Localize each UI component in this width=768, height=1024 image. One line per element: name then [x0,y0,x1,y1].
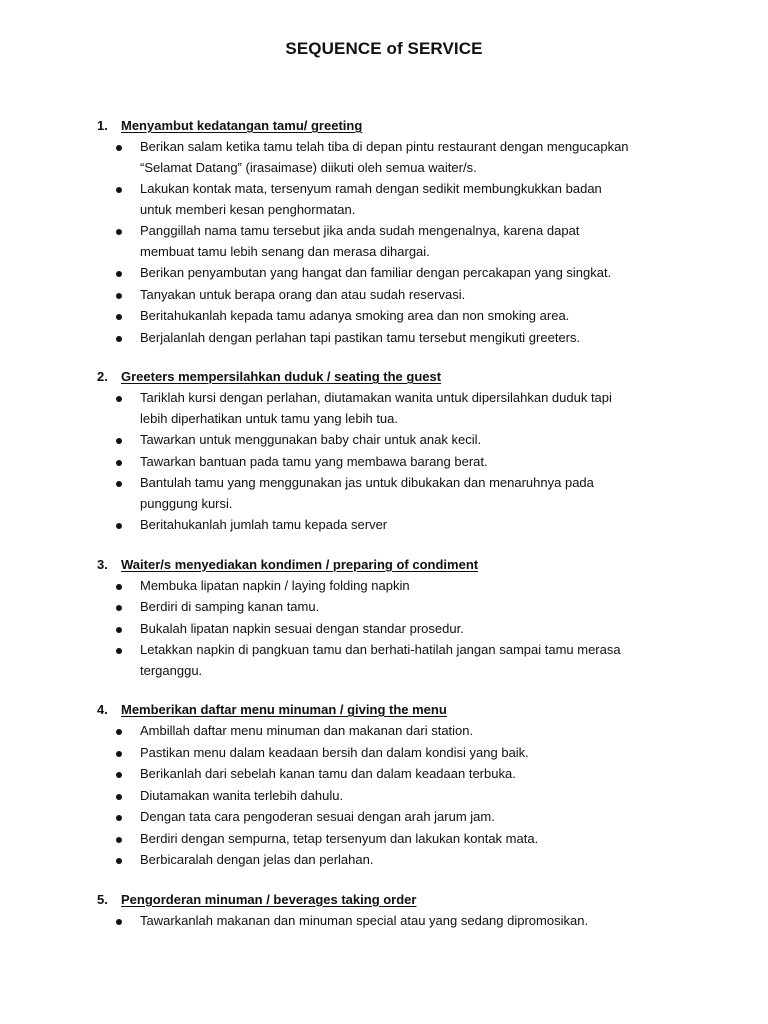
section-heading-text: Waiter/s menyediakan kondimen / preparing of condiment [121,556,479,572]
list-item [97,515,697,536]
list-item [97,640,697,681]
list-item-text: Beritahukanlah jumlah tamu kepada server [140,517,388,532]
bullet-dot-icon [116,772,122,778]
section-number: 5. [97,891,108,907]
list-item [97,786,697,807]
list-item-text: Bantulah tamu yang menggunakan jas untuk dibukakan dan menaruhnya pada punggung kursi. [140,475,594,511]
list-item-text: Tawarkan untuk menggunakan baby chair untuk anak kecil. [140,432,482,447]
list-item [97,430,697,451]
list-item-text: Diutamakan wanita terlebih dahulu. [140,787,344,803]
list-item [97,597,697,618]
section-4 [97,700,697,871]
section-heading-text: Pengorderan minuman / beverages taking order [121,891,417,907]
bullet-dot-icon [116,523,122,529]
bullet-dot-icon [116,314,122,320]
section-heading [97,700,697,720]
bullet-list [97,576,697,682]
list-item [97,829,697,850]
list-item-text: Bukalah lipatan napkin sesuai dengan standar prosedur. [140,620,464,636]
list-item-text: Panggillah nama tamu tersebut jika anda sudah mengenalnya, karena dapat membuat tamu lebih senang dan merasa dihargai. [140,223,580,259]
list-item-text: Berikan salam ketika tamu telah tiba di depan pintu restaurant dengan mengucapkan “Selamat Datang” (irasaimase) diikuti oleh semua waiter/s. [140,139,629,175]
section-1 [97,116,697,348]
list-item-text: Pastikan menu dalam keadaan bersih dan dalam kondisi yang baik. [140,744,529,760]
list-item [97,576,697,597]
section-number: 1. [97,118,108,133]
list-item-text: Lakukan kontak mata, tersenyum ramah dengan sedikit membungkukkan badan untuk memberi kesan penghormatan. [140,181,602,217]
section-2 [97,367,697,536]
list-item [97,473,697,514]
bullet-dot-icon [116,271,122,277]
list-item [97,328,697,349]
list-item-text: Berikanlah dari sebelah kanan tamu dan dalam keadaan terbuka. [140,766,516,781]
list-item [97,743,697,764]
bullet-dot-icon [116,229,122,235]
list-item-text: Tariklah kursi dengan perlahan, diutamakan wanita untuk dipersilahkan duduk tapi lebih diperhatikan untuk tamu yang lebih tua. [140,390,612,426]
bullet-dot-icon [116,627,122,633]
bullet-dot-icon [116,187,122,193]
list-item [97,263,697,284]
bullet-dot-icon [116,396,122,402]
bullet-list [97,911,697,932]
list-item [97,911,697,932]
list-item-text: Dengan tata cara pengoderan sesuai dengan arah jarum jam. [140,809,495,824]
section-heading-text: Memberikan daftar menu minuman / giving the menu [121,702,447,717]
bullet-dot-icon [116,751,122,757]
bullet-dot-icon [116,481,122,487]
bullet-dot-icon [116,858,122,864]
list-item-text: Letakkan napkin di pangkuan tamu dan berhati-hatilah jangan sampai tamu merasa terganggu. [140,642,621,678]
list-item [97,452,697,473]
list-item [97,807,697,828]
section-5 [97,890,697,932]
list-item [97,388,697,429]
bullet-dot-icon [116,336,122,342]
list-item-text: Berbicaralah dengan jelas dan perlahan. [140,852,374,867]
section-heading [97,367,697,387]
bullet-dot-icon [116,837,122,843]
bullet-dot-icon [116,815,122,821]
bullet-dot-icon [116,605,122,611]
bullet-dot-icon [116,648,122,654]
document-title: SEQUENCE of SERVICE [285,39,483,58]
list-item [97,764,697,785]
list-item-text: Tanyakan untuk berapa orang dan atau sudah reservasi. [140,286,466,302]
document-content [97,116,697,950]
list-item-text: Beritahukanlah kepada tamu adanya smoking area dan non smoking area. [140,308,570,323]
list-item-text: Tawarkan bantuan pada tamu yang membawa barang berat. [140,453,488,469]
list-item [97,306,697,327]
list-item-text: Berdiri dengan sempurna, tetap tersenyum dan lakukan kontak mata. [140,830,539,846]
list-item [97,850,697,871]
list-item-text: Berikan penyambutan yang hangat dan familiar dengan percakapan yang singkat. [140,265,612,280]
list-item [97,221,697,262]
section-number: 2. [97,369,108,384]
bullet-dot-icon [116,293,122,299]
bullet-dot-icon [116,460,122,466]
bullet-dot-icon [116,729,122,735]
bullet-dot-icon [116,438,122,444]
list-item [97,137,697,178]
section-number: 4. [97,702,108,717]
bullet-list [97,388,697,536]
list-item [97,721,697,742]
bullet-dot-icon [116,919,122,925]
section-heading-text: Greeters mempersilahkan duduk / seating the guest [121,369,442,384]
list-item-text: Tawarkanlah makanan dan minuman special atau yang sedang dipromosikan. [140,912,589,928]
section-heading-text: Menyambut kedatangan tamu/ greeting [121,118,363,133]
bullet-dot-icon [116,584,122,590]
list-item-text: Ambillah daftar menu minuman dan makanan dari station. [140,723,474,738]
section-number: 3. [97,556,108,572]
section-3 [97,555,697,682]
bullet-list [97,721,697,871]
bullet-dot-icon [116,145,122,151]
list-item [97,619,697,640]
section-heading [97,555,697,575]
bullet-list [97,137,697,348]
section-heading [97,890,697,910]
bullet-dot-icon [116,794,122,800]
list-item-text: Membuka lipatan napkin / laying folding napkin [140,577,410,593]
list-item [97,179,697,220]
list-item-text: Berjalanlah dengan perlahan tapi pastikan tamu tersebut mengikuti greeters. [140,329,581,345]
list-item [97,285,697,306]
list-item-text: Berdiri di samping kanan tamu. [140,599,320,614]
section-heading [97,116,697,136]
